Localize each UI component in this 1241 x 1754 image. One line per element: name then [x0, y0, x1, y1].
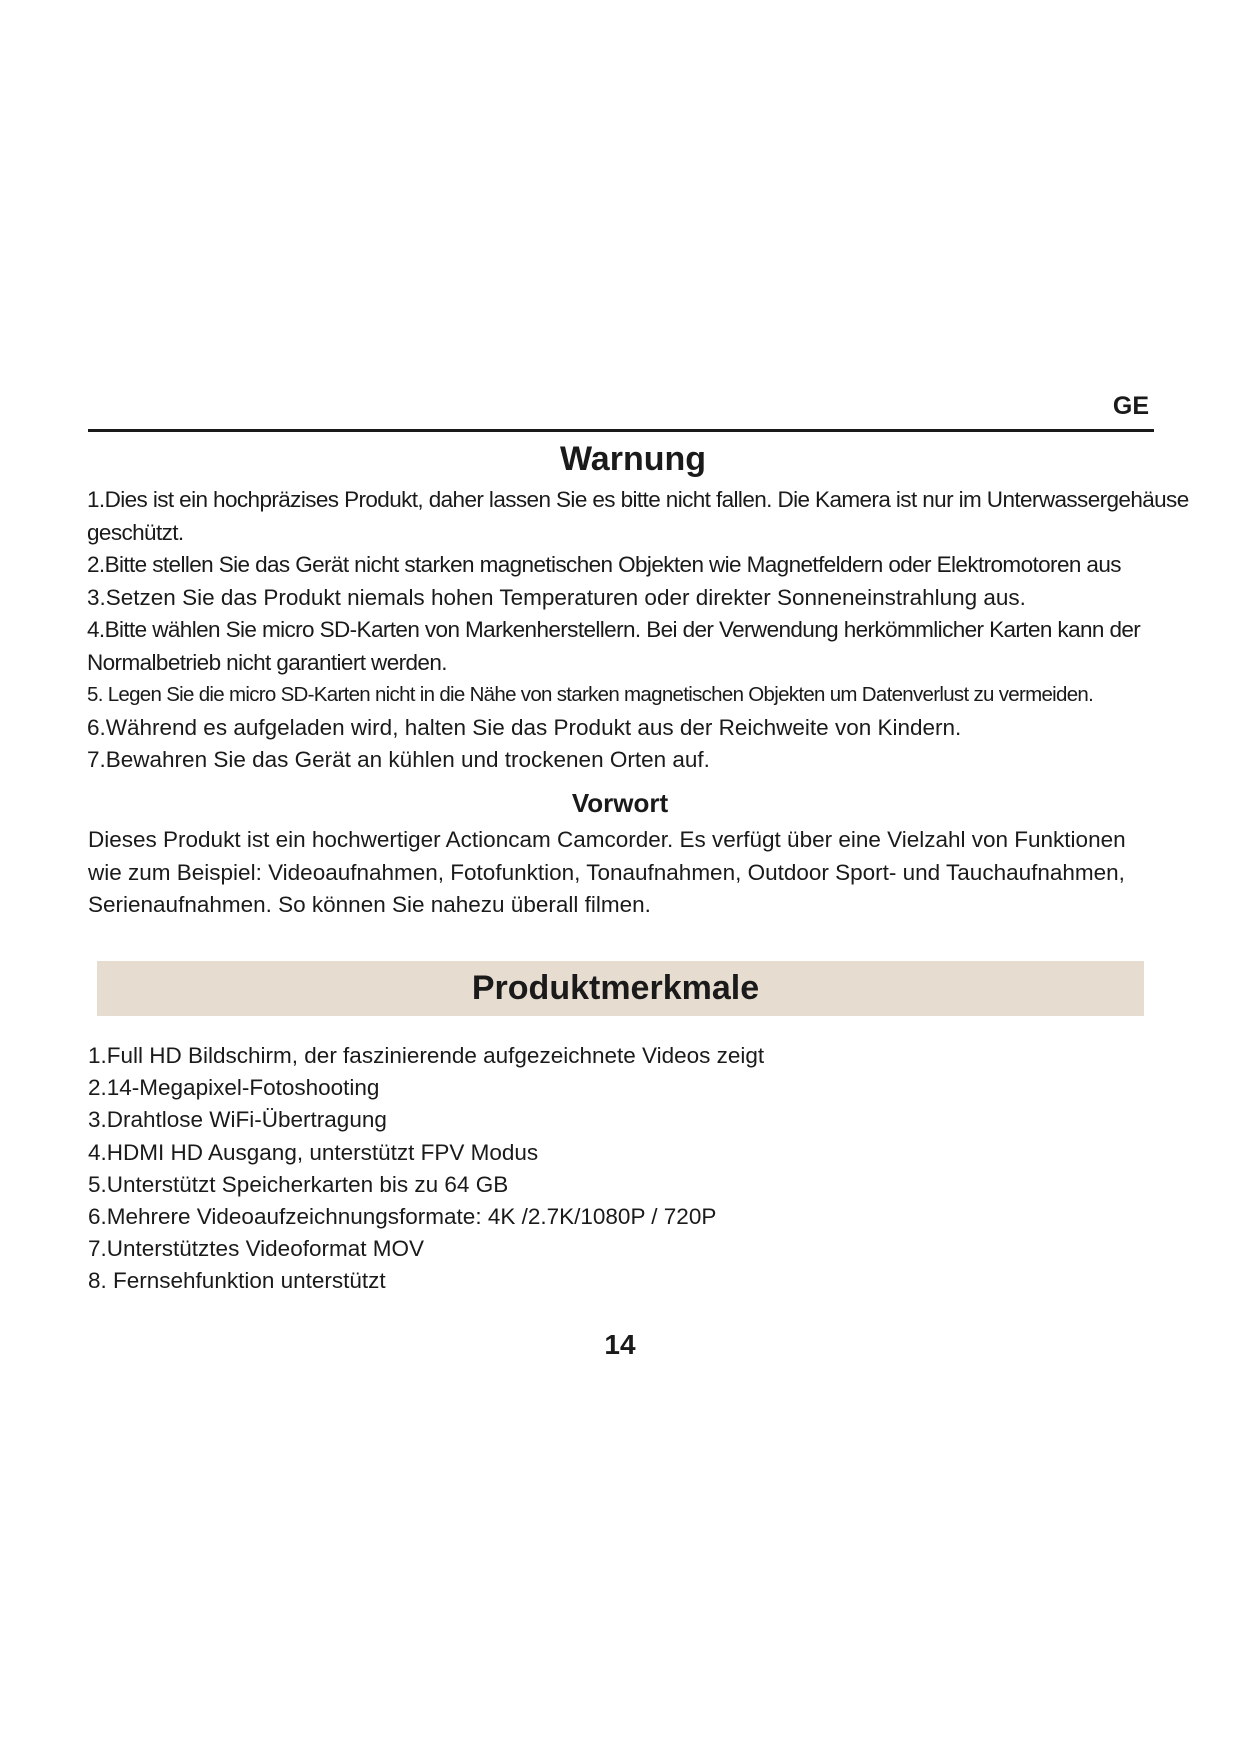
warnung-item-2: 2.Bitte stellen Sie das Gerät nicht starken magnetischen Objekten wie Magnetfeldern oder Elektromotoren aus — [87, 552, 1121, 577]
warnung-item-7: 7.Bewahren Sie das Gerät an kühlen und trockenen Orten auf. — [87, 747, 710, 772]
language-label: GE — [1112, 392, 1149, 420]
page-number: 14 — [604, 1329, 636, 1360]
feature-item-4: 4.HDMI HD Ausgang, unterstützt FPV Modus — [88, 1139, 539, 1165]
feature-item-8: 8. Fernsehfunktion unterstützt — [88, 1268, 386, 1294]
warnung-item-1: 1.Dies ist ein hochpräzises Produkt, daher lassen Sie es bitte nicht fallen. Die Kamera ist nur im Unterwassergehäuse geschützt. — [87, 487, 1189, 545]
feature-item-7: 7.Unterstütztes Videoformat MOV — [88, 1236, 424, 1262]
warnung-item-5: 5. Legen Sie die micro SD-Karten nicht in die Nähe von starken magnetischen Objekten um Datenverlust zu vermeiden. — [87, 683, 1094, 706]
produktmerkmale-list — [88, 1040, 1148, 1298]
feature-item-5: 5.Unterstützt Speicherkarten bis zu 64 GB — [88, 1171, 509, 1197]
feature-item-1: 1.Full HD Bildschirm, der faszinierende aufgezeichnete Videos zeigt — [88, 1043, 765, 1068]
warnung-item-4: 4.Bitte wählen Sie micro SD-Karten von Markenherstellern. Bei der Verwendung herkömmlicher Karten kann der Normalbetrieb nicht garantiert werden. — [87, 617, 1141, 675]
vorwort-heading: Vorwort — [571, 788, 669, 818]
produktmerkmale-heading: Produktmerkmale — [471, 969, 760, 1007]
feature-item-2: 2.14-Megapixel-Fotoshooting — [88, 1075, 380, 1101]
feature-item-3: 3.Drahtlose WiFi-Übertragung — [88, 1107, 387, 1133]
warnung-heading: Warnung — [559, 440, 707, 478]
warnung-item-6: 6.Während es aufgeladen wird, halten Sie das Produkt aus der Reichweite von Kindern. — [87, 714, 962, 740]
warnung-item-3: 3.Setzen Sie das Produkt niemals hohen Temperaturen oder direkter Sonneneinstrahlung aus. — [87, 584, 1026, 610]
vorwort-paragraph: Dieses Produkt ist ein hochwertiger Actioncam Camcorder. Es verfügt über eine Vielzahl von Funktionen wie zum Beispiel: Videoaufnahmen, Fotofunktion, Tonaufnahmen, Outdoor Sport- und Tauchaufnahmen, Serienaufnahmen. So können Sie nahezu überall filmen. — [88, 827, 1126, 917]
warnung-list — [87, 484, 1197, 777]
header-rule — [88, 429, 1154, 432]
feature-item-6: 6.Mehrere Videoaufzeichnungsformate: 4K /2.7K/1080P / 720P — [88, 1204, 717, 1230]
produktmerkmale-banner — [97, 961, 1144, 1016]
